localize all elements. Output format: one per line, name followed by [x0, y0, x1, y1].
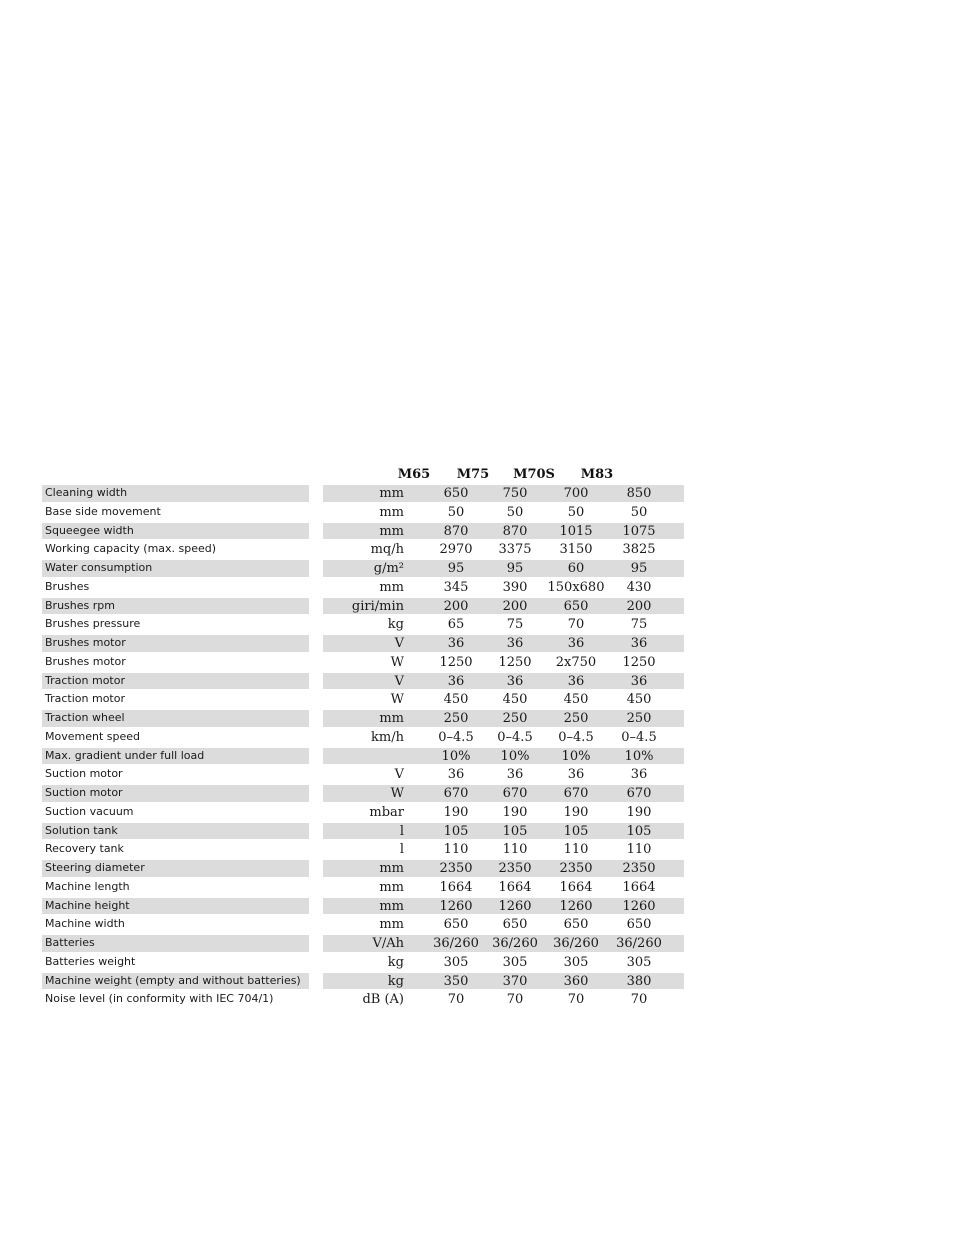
- cell-value-m75: 1260: [498, 898, 532, 914]
- row-values: [323, 935, 684, 952]
- row-label: Suction vacuum: [45, 804, 134, 818]
- row-values: [323, 616, 684, 633]
- row-label: Solution tank: [42, 823, 309, 840]
- row-values: [323, 766, 684, 783]
- cell-value-m70s: 670: [563, 786, 589, 801]
- cell-value-m70s: 305: [563, 954, 589, 970]
- cell-value-m65: 305: [443, 954, 469, 970]
- row-unit: kg: [387, 954, 404, 970]
- row-unit: W: [390, 692, 404, 708]
- row-unit: mm: [379, 861, 404, 876]
- cell-value-m70s: 110: [563, 842, 589, 858]
- cell-value-m65: 105: [443, 823, 469, 839]
- cell-value-m70s: 3150: [559, 542, 593, 558]
- row-unit: mm: [379, 523, 404, 539]
- cell-value-m75: 36/260: [492, 936, 538, 951]
- row-unit: km/h: [371, 729, 404, 745]
- column-header-m83: M83: [580, 467, 614, 482]
- cell-value-m83: 75: [630, 617, 648, 633]
- cell-value-m70s: 36: [567, 767, 585, 783]
- table-row: [42, 559, 684, 578]
- cell-value-m70s: 190: [563, 804, 589, 820]
- table-row: [42, 822, 684, 841]
- cell-value-m70s: 250: [563, 711, 589, 726]
- cell-value-m83: 1250: [622, 654, 656, 670]
- row-label: Working capacity (max. speed): [45, 542, 217, 556]
- row-unit: giri/min: [351, 598, 404, 614]
- cell-value-m70s: 650: [563, 598, 589, 614]
- row-label: Batteries weight: [45, 954, 136, 968]
- cell-value-m70s: 36: [567, 673, 585, 689]
- cell-value-m65: 670: [443, 786, 469, 801]
- cell-value-m83: 305: [626, 954, 652, 970]
- table-row: [42, 878, 684, 897]
- row-values: [323, 841, 684, 858]
- cell-value-m83: 450: [626, 692, 652, 708]
- row-label: Cleaning width: [42, 485, 309, 502]
- row-label: Movement speed: [45, 729, 140, 743]
- cell-value-m65: 200: [443, 598, 469, 614]
- row-values: [323, 973, 684, 990]
- cell-value-m75: 70: [506, 992, 524, 1008]
- row-label: Brushes motor: [42, 635, 309, 652]
- table-row: [42, 765, 684, 784]
- row-unit: mm: [379, 711, 404, 726]
- cell-value-m65: 110: [443, 842, 469, 858]
- cell-value-m70s: 150x680: [547, 579, 605, 595]
- cell-value-m65: 650: [443, 486, 469, 501]
- cell-value-m83: 650: [626, 917, 652, 933]
- row-unit: mbar: [369, 804, 404, 820]
- row-values: [323, 560, 684, 577]
- row-label: Suction motor: [45, 767, 123, 781]
- table-row: [42, 578, 684, 597]
- row-label: Steering diameter: [42, 860, 309, 877]
- row-unit: mq/h: [370, 542, 404, 558]
- table-body: [42, 484, 684, 1009]
- row-label: Brushes: [45, 579, 90, 593]
- cell-value-m70s: 1015: [559, 523, 593, 539]
- cell-value-m65: 2350: [439, 861, 473, 876]
- column-header-m75: M75: [456, 467, 490, 482]
- table-row: [42, 709, 684, 728]
- cell-value-m70s: 105: [563, 823, 589, 839]
- table-row: [42, 784, 684, 803]
- cell-value-m83: 1664: [622, 879, 656, 895]
- row-unit: g/m²: [373, 561, 404, 576]
- row-values: [323, 654, 684, 671]
- cell-value-m65: 95: [447, 561, 465, 576]
- row-unit: W: [390, 786, 404, 801]
- cell-value-m83: 250: [626, 711, 652, 726]
- row-unit: mm: [379, 917, 404, 933]
- row-values: [323, 823, 684, 840]
- cell-value-m65: 65: [447, 617, 465, 633]
- row-unit: mm: [379, 579, 404, 595]
- cell-value-m75: 0–4.5: [497, 729, 533, 745]
- row-values: [323, 898, 684, 915]
- cell-value-m65: 36: [447, 636, 465, 651]
- cell-value-m65: 870: [443, 523, 469, 539]
- cell-value-m65: 70: [447, 992, 465, 1008]
- row-label: Traction motor: [45, 692, 125, 706]
- cell-value-m83: 110: [626, 842, 652, 858]
- cell-value-m83: 36/260: [616, 936, 662, 951]
- table-row: [42, 540, 684, 559]
- row-unit: dB (A): [362, 992, 404, 1008]
- table-row: [42, 840, 684, 859]
- cell-value-m75: 1664: [498, 879, 532, 895]
- cell-value-m75: 450: [502, 692, 528, 708]
- row-label: Brushes rpm: [42, 598, 309, 615]
- row-values: [323, 691, 684, 708]
- row-label: Machine width: [45, 917, 125, 931]
- cell-value-m83: 190: [626, 804, 652, 820]
- cell-value-m75: 870: [502, 523, 528, 539]
- table-header-row: [42, 466, 684, 484]
- row-label: Base side movement: [45, 504, 161, 518]
- cell-value-m75: 370: [502, 973, 528, 989]
- cell-value-m83: 850: [626, 486, 652, 501]
- cell-value-m83: 36: [630, 673, 648, 689]
- cell-value-m65: 450: [443, 692, 469, 708]
- cell-value-m65: 10%: [441, 748, 471, 764]
- cell-value-m65: 50: [447, 504, 465, 520]
- table-row: [42, 953, 684, 972]
- cell-value-m65: 650: [443, 917, 469, 933]
- cell-value-m65: 350: [443, 973, 469, 989]
- cell-value-m70s: 10%: [561, 748, 591, 764]
- row-values: [323, 804, 684, 821]
- cell-value-m75: 200: [502, 598, 528, 614]
- table-row: [42, 653, 684, 672]
- table-row: [42, 484, 684, 503]
- cell-value-m75: 3375: [498, 542, 532, 558]
- cell-value-m83: 50: [630, 504, 648, 520]
- cell-value-m65: 1250: [439, 654, 473, 670]
- cell-value-m75: 36: [506, 673, 524, 689]
- row-values: [323, 504, 684, 521]
- cell-value-m75: 305: [502, 954, 528, 970]
- cell-value-m83: 380: [626, 973, 652, 989]
- cell-value-m75: 390: [502, 579, 528, 595]
- table-row: [42, 859, 684, 878]
- cell-value-m65: 0–4.5: [438, 729, 474, 745]
- cell-value-m70s: 650: [563, 917, 589, 933]
- cell-value-m75: 36: [506, 767, 524, 783]
- row-values: [323, 729, 684, 746]
- cell-value-m75: 190: [502, 804, 528, 820]
- row-values: [323, 523, 684, 540]
- cell-value-m83: 430: [626, 579, 652, 595]
- cell-value-m83: 670: [626, 786, 652, 801]
- row-label: Squeegee width: [42, 523, 309, 540]
- cell-value-m75: 75: [506, 617, 524, 633]
- cell-value-m75: 750: [502, 486, 528, 501]
- spec-table: [42, 466, 684, 1009]
- table-row: [42, 915, 684, 934]
- row-values: [323, 541, 684, 558]
- cell-value-m75: 36: [506, 636, 524, 651]
- table-row: [42, 634, 684, 653]
- table-row: [42, 503, 684, 522]
- cell-value-m75: 110: [502, 842, 528, 858]
- cell-value-m70s: 450: [563, 692, 589, 708]
- row-values: [323, 485, 684, 502]
- table-row: [42, 972, 684, 991]
- row-values: [323, 673, 684, 690]
- row-label: Traction wheel: [42, 710, 309, 727]
- cell-value-m65: 36: [447, 767, 465, 783]
- cell-value-m70s: 2350: [559, 861, 593, 876]
- row-unit: kg: [387, 973, 404, 989]
- row-values: [323, 598, 684, 615]
- cell-value-m70s: 1664: [559, 879, 593, 895]
- table-row: [42, 672, 684, 691]
- row-label: Max. gradient under full load: [42, 748, 309, 765]
- cell-value-m75: 105: [502, 823, 528, 839]
- table-row: [42, 615, 684, 634]
- row-label: Suction motor: [42, 785, 309, 802]
- cell-value-m65: 345: [443, 579, 469, 595]
- cell-value-m83: 95: [630, 561, 648, 576]
- cell-value-m65: 36/260: [433, 936, 479, 951]
- cell-value-m83: 1075: [622, 523, 656, 539]
- row-values: [323, 785, 684, 802]
- cell-value-m70s: 70: [567, 617, 585, 633]
- table-row: [42, 747, 684, 766]
- cell-value-m70s: 0–4.5: [558, 729, 594, 745]
- row-label: Noise level (in conformity with IEC 704/1): [45, 992, 274, 1006]
- cell-value-m70s: 360: [563, 973, 589, 989]
- cell-value-m70s: 700: [563, 486, 589, 501]
- row-unit: mm: [379, 504, 404, 520]
- row-values: [323, 954, 684, 971]
- row-label: Batteries: [42, 935, 309, 952]
- table-row: [42, 934, 684, 953]
- row-values: [323, 748, 684, 765]
- row-values: [323, 710, 684, 727]
- cell-value-m83: 3825: [622, 542, 656, 558]
- cell-value-m65: 36: [447, 673, 465, 689]
- cell-value-m65: 1664: [439, 879, 473, 895]
- cell-value-m65: 250: [443, 711, 469, 726]
- row-values: [323, 879, 684, 896]
- cell-value-m83: 0–4.5: [621, 729, 657, 745]
- row-values: [323, 991, 684, 1008]
- cell-value-m83: 105: [626, 823, 652, 839]
- cell-value-m75: 1250: [498, 654, 532, 670]
- row-label: Traction motor: [42, 673, 309, 690]
- row-label: Water consumption: [42, 560, 309, 577]
- cell-value-m75: 2350: [498, 861, 532, 876]
- cell-value-m83: 70: [630, 992, 648, 1008]
- row-values: [323, 860, 684, 877]
- row-unit: kg: [387, 617, 404, 633]
- row-unit: l: [399, 842, 404, 858]
- cell-value-m65: 1260: [439, 898, 473, 914]
- cell-value-m70s: 60: [567, 561, 585, 576]
- cell-value-m83: 10%: [624, 748, 654, 764]
- column-header-m65: M65: [397, 467, 431, 482]
- row-label: Brushes motor: [45, 654, 126, 668]
- cell-value-m75: 250: [502, 711, 528, 726]
- row-unit: mm: [379, 879, 404, 895]
- cell-value-m65: 190: [443, 804, 469, 820]
- cell-value-m83: 200: [626, 598, 652, 614]
- cell-value-m70s: 50: [567, 504, 585, 520]
- row-label: Brushes pressure: [45, 617, 141, 631]
- row-unit: mm: [379, 898, 404, 914]
- table-row: [42, 522, 684, 541]
- cell-value-m70s: 1260: [559, 898, 593, 914]
- row-label: Recovery tank: [45, 842, 124, 856]
- cell-value-m75: 650: [502, 917, 528, 933]
- table-row: [42, 597, 684, 616]
- row-unit: V/Ah: [372, 936, 404, 951]
- cell-value-m75: 95: [506, 561, 524, 576]
- row-values: [323, 579, 684, 596]
- cell-value-m75: 50: [506, 504, 524, 520]
- row-label: Machine length: [45, 879, 130, 893]
- table-row: [42, 690, 684, 709]
- cell-value-m83: 36: [630, 636, 648, 651]
- table-row: [42, 803, 684, 822]
- row-unit: W: [390, 654, 404, 670]
- row-unit: V: [394, 767, 404, 783]
- cell-value-m70s: 70: [567, 992, 585, 1008]
- cell-value-m65: 2970: [439, 542, 473, 558]
- row-values: [323, 916, 684, 933]
- row-unit: V: [394, 636, 404, 651]
- cell-value-m83: 36: [630, 767, 648, 783]
- row-label: Machine weight (empty and without batteries): [42, 973, 309, 990]
- cell-value-m83: 2350: [622, 861, 656, 876]
- cell-value-m70s: 36: [567, 636, 585, 651]
- table-row: [42, 728, 684, 747]
- cell-value-m70s: 2x750: [555, 654, 597, 670]
- table-row: [42, 990, 684, 1009]
- cell-value-m75: 10%: [500, 748, 530, 764]
- table-row: [42, 897, 684, 916]
- row-label: Machine height: [42, 898, 309, 915]
- row-values: [323, 635, 684, 652]
- cell-value-m70s: 36/260: [553, 936, 599, 951]
- row-unit: mm: [379, 486, 404, 501]
- row-unit: l: [399, 823, 404, 839]
- row-unit: V: [394, 673, 404, 689]
- cell-value-m83: 1260: [622, 898, 656, 914]
- column-header-m70s: M70S: [513, 467, 555, 482]
- cell-value-m75: 670: [502, 786, 528, 801]
